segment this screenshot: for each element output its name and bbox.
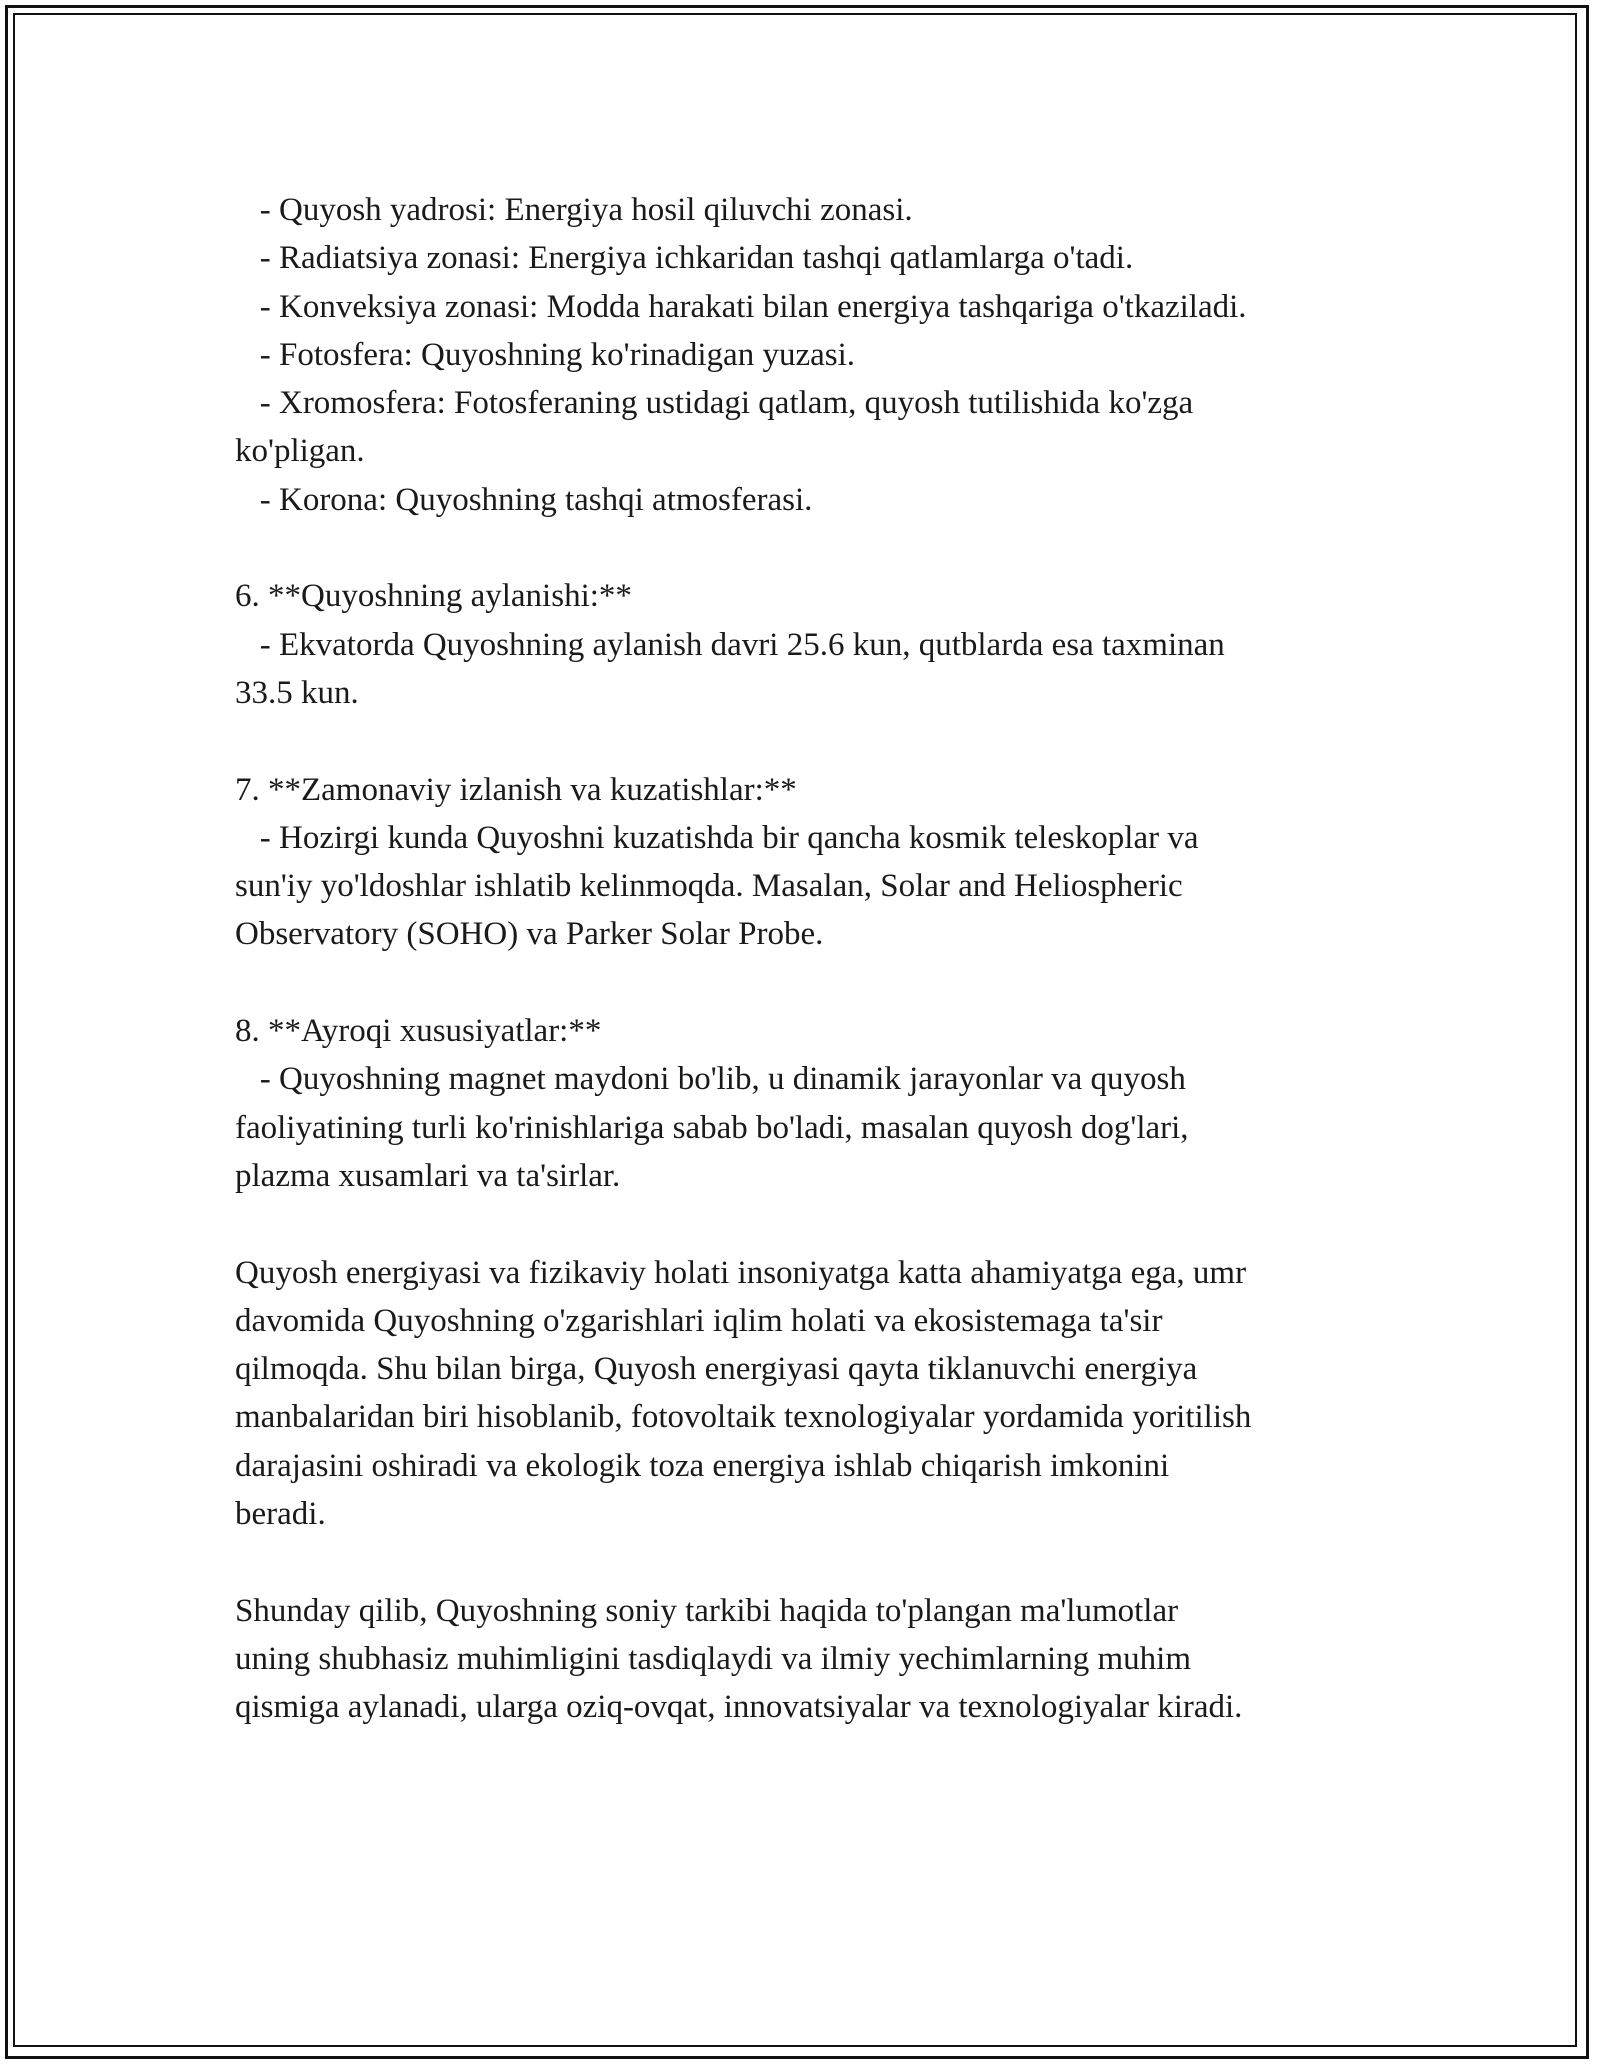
section-heading: 8. **Ayroqi xususiyatlar:** [235, 1013, 602, 1050]
paragraph-line: qilmoqda. Shu bilan birga, Quyosh energiyasi qayta tiklanuvchi energiya [235, 1351, 1198, 1388]
list-item: - Radiatsiya zonasi: Energiya ichkaridan tashqi qatlamlarga o'tadi. [235, 240, 1134, 277]
paragraph-line: Shunday qilib, Quyoshning soniy tarkibi haqida to'plangan ma'lumotlar [235, 1592, 1179, 1629]
section-line: - Hozirgi kunda Quyoshni kuzatishda bir qancha kosmik teleskoplar va [235, 819, 1199, 856]
list-item: - Konveksiya zonasi: Modda harakati bilan energiya tashqariga o'tkaziladi. [235, 288, 1247, 325]
section-line: - Ekvatorda Quyoshning aylanish davri 25.6 kun, qutblarda esa taxminan [235, 626, 1225, 663]
spacer [235, 1200, 1375, 1248]
paragraph-line: uning shubhasiz muhimligini tasdiqlaydi va ilmiy yechimlarning muhim [235, 1640, 1191, 1677]
paragraph-line: qismiga aylanadi, ularga oziq-ovqat, innovatsiyalar va texnologiyalar kiradi. [235, 1689, 1243, 1726]
spacer [235, 959, 1375, 1007]
document-body [235, 186, 1375, 1732]
list-item: - Fotosfera: Quyoshning ko'rinadigan yuzasi. [235, 336, 856, 373]
paragraph-line: davomida Quyoshning o'zgarishlari iqlim holati va ekosistemaga ta'sir [235, 1302, 1163, 1339]
section-line: - Quyoshning magnet maydoni bo'lib, u dinamik jarayonlar va quyosh [235, 1061, 1186, 1098]
section-8 [235, 1007, 1375, 1200]
sun-layers-list [235, 186, 1375, 524]
paragraph-conclusion [235, 1587, 1375, 1732]
section-line: 33.5 kun. [235, 674, 359, 711]
list-item: - Quyosh yadrosi: Energiya hosil qiluvchi zonasi. [235, 192, 913, 228]
spacer [235, 1538, 1375, 1586]
list-item: - Korona: Quyoshning tashqi atmosferasi. [235, 481, 813, 518]
section-line: sun'iy yo'ldoshlar ishlatib kelinmoqda. Masalan, Solar and Heliospheric [235, 868, 1183, 905]
paragraph-line: Quyosh energiyasi va fizikaviy holati insoniyatga katta ahamiyatga ega, umr [235, 1254, 1247, 1291]
section-heading: 6. **Quyoshning aylanishi:** [235, 578, 632, 615]
section-heading: 7. **Zamonaviy izlanish va kuzatishlar:** [235, 771, 797, 808]
list-item-continuation: ko'pligan. [235, 433, 365, 470]
paragraph-energy [235, 1249, 1375, 1539]
spacer [235, 717, 1375, 765]
paragraph-line: beradi. [235, 1496, 326, 1533]
list-item: - Xromosfera: Fotosferaning ustidagi qatlam, quyosh tutilishida ko'zga [235, 385, 1194, 422]
section-line: faoliyatining turli ko'rinishlariga sabab bo'ladi, masalan quyosh dog'lari, [235, 1109, 1189, 1146]
section-6 [235, 572, 1375, 717]
paragraph-line: manbalaridan biri hisoblanib, fotovoltaik texnologiyalar yordamida yoritilish [235, 1399, 1252, 1436]
spacer [235, 524, 1375, 572]
section-line: Observatory (SOHO) va Parker Solar Probe. [235, 916, 824, 953]
section-line: plazma xusamlari va ta'sirlar. [235, 1157, 621, 1194]
section-7 [235, 766, 1375, 959]
paragraph-line: darajasini oshiradi va ekologik toza energiya ishlab chiqarish imkonini [235, 1447, 1170, 1484]
